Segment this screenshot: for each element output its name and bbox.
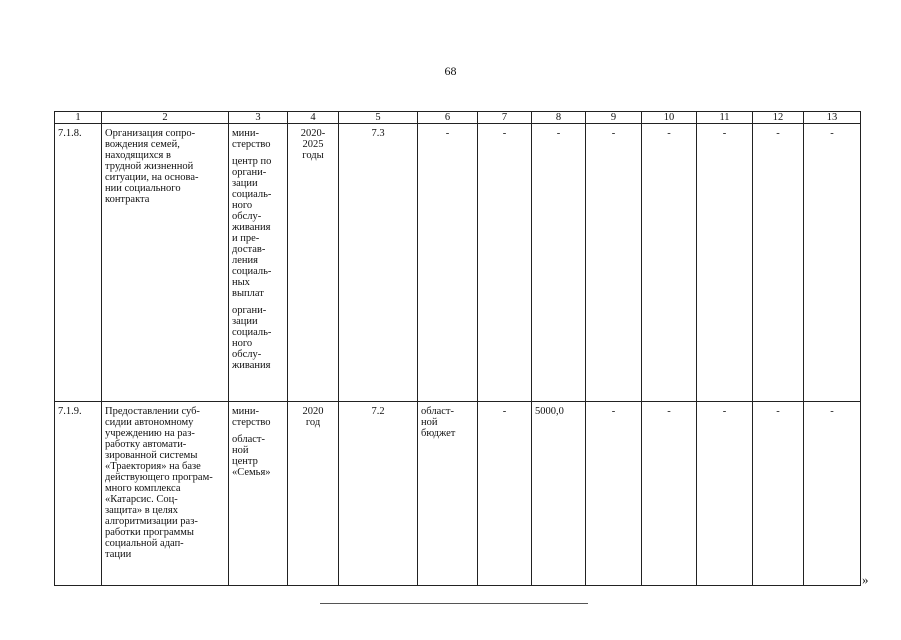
col9-cell: - (586, 124, 642, 402)
executor: област- ной центр «Семья» (232, 434, 271, 478)
table-row (55, 124, 861, 402)
executor: органи- зации социаль- ного обслу- живания (232, 305, 272, 371)
col12-cell: - (753, 124, 804, 402)
header-cell: 13 (804, 112, 861, 124)
item-name: Организация сопро- вождения семей, находящихся в трудной жизненной ситуации, на основа- нии социального контракта (102, 124, 229, 402)
table-row (55, 402, 861, 586)
col11-cell: - (697, 402, 753, 586)
col6-cell: - (418, 124, 478, 402)
executor: центр по органи- зации социаль- ного обслу- живания и пре- достав- ления социаль- ных выплат (232, 156, 272, 299)
col13-cell: - (804, 124, 861, 402)
closing-quote-mark: » (862, 572, 869, 587)
header-cell: 11 (697, 112, 753, 124)
item-number: 7.1.9. (55, 402, 102, 586)
header-cell: 2 (102, 112, 229, 124)
period-cell: 2020 год (288, 402, 339, 586)
col7-cell: - (478, 124, 532, 402)
period-cell: 2020- 2025 годы (288, 124, 339, 402)
col10-cell: - (642, 124, 697, 402)
executor: мини- стерство (232, 406, 271, 428)
item-name: Предоставлении суб- сидии автономному учреждению на раз- работку автомати- зированной системы «Траектория» на базе действующего програм- много комплекса «Катарсис. Соц- защита» в целях алгоритмизации раз- работки программы социальной адап- тации (102, 402, 229, 586)
col8-cell: 5000,0 (532, 402, 586, 586)
header-cell: 4 (288, 112, 339, 124)
col7-cell: - (478, 402, 532, 586)
header-cell: 12 (753, 112, 804, 124)
header-cell: 8 (532, 112, 586, 124)
header-cell: 3 (229, 112, 288, 124)
header-cell: 10 (642, 112, 697, 124)
header-cell: 1 (55, 112, 102, 124)
item-number: 7.1.8. (55, 124, 102, 402)
header-row (55, 112, 861, 124)
col5-cell: 7.2 (339, 402, 418, 586)
header-cell: 9 (586, 112, 642, 124)
col12-cell: - (753, 402, 804, 586)
col5-cell: 7.3 (339, 124, 418, 402)
program-table (54, 111, 861, 586)
col11-cell: - (697, 124, 753, 402)
col8-cell: - (532, 124, 586, 402)
header-cell: 5 (339, 112, 418, 124)
col13-cell: - (804, 402, 861, 586)
col6-cell: област- ной бюджет (418, 402, 478, 586)
header-cell: 6 (418, 112, 478, 124)
page-number: 68 (444, 64, 457, 78)
header-cell: 7 (478, 112, 532, 124)
executors-cell (229, 124, 288, 402)
col10-cell: - (642, 402, 697, 586)
col9-cell: - (586, 402, 642, 586)
executors-cell (229, 402, 288, 586)
executor: мини- стерство (232, 128, 271, 150)
footer-divider (320, 603, 588, 604)
